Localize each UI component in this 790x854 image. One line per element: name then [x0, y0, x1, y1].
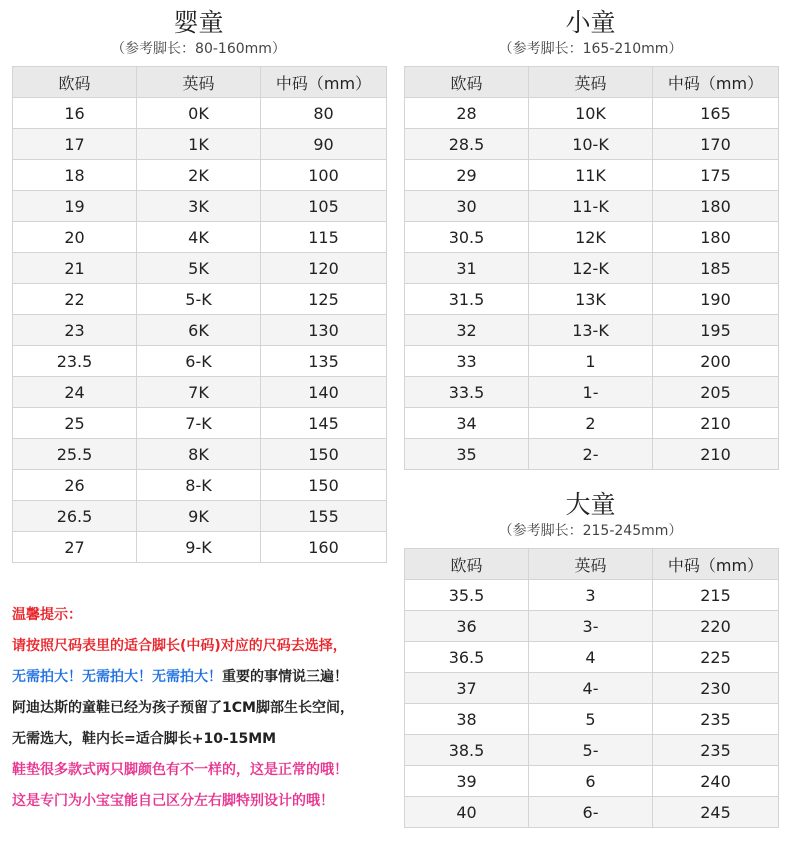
tips-line-2-blue: 无需拍大！无需拍大！无需拍大！: [12, 669, 222, 685]
tips-line-3: 阿迪达斯的童鞋已经为孩子预留了1CM脚部生长空间，: [12, 700, 354, 716]
table-row: [13, 253, 387, 284]
table-row: [405, 673, 779, 704]
table-cell: 30.5: [405, 222, 529, 253]
table-row: [405, 408, 779, 439]
table-cell: 26.5: [13, 501, 137, 532]
table-cell: 5: [529, 704, 653, 735]
column-header: 英码: [137, 67, 261, 98]
table-row: [405, 253, 779, 284]
table-cell: 35.5: [405, 580, 529, 611]
table-cell: 165: [653, 98, 779, 129]
infant-section: [12, 8, 385, 58]
table-cell: 20: [13, 222, 137, 253]
table-row: [13, 129, 387, 160]
tips-line-5: 鞋垫很多款式两只脚颜色有不一样的，这是正常的哦！: [12, 762, 348, 778]
table-cell: 125: [261, 284, 387, 315]
table-row: [13, 222, 387, 253]
table-cell: 35: [405, 439, 529, 470]
table-cell: 4: [529, 642, 653, 673]
table-cell: 29: [405, 160, 529, 191]
table-cell: 7-K: [137, 408, 261, 439]
table-cell: 22: [13, 284, 137, 315]
table-cell: 235: [653, 704, 779, 735]
table-cell: 115: [261, 222, 387, 253]
table-cell: 36: [405, 611, 529, 642]
table-row: [405, 315, 779, 346]
table-cell: 10-K: [529, 129, 653, 160]
table-cell: 90: [261, 129, 387, 160]
table-row: [13, 470, 387, 501]
table-cell: 17: [13, 129, 137, 160]
table-cell: 18: [13, 160, 137, 191]
column-header: 英码: [529, 549, 653, 580]
table-cell: 11K: [529, 160, 653, 191]
table-cell: 240: [653, 766, 779, 797]
table-row: [13, 98, 387, 129]
infant-size-table: [12, 66, 387, 563]
table-cell: 38: [405, 704, 529, 735]
table-cell: 140: [261, 377, 387, 408]
table-row: [13, 315, 387, 346]
table-cell: 180: [653, 191, 779, 222]
table-cell: 25: [13, 408, 137, 439]
table-cell: 195: [653, 315, 779, 346]
tips-line-2: [12, 662, 397, 693]
table-cell: 13-K: [529, 315, 653, 346]
table-cell: 180: [653, 222, 779, 253]
table-row: [405, 284, 779, 315]
table-row: [405, 129, 779, 160]
table-row: [405, 642, 779, 673]
table-cell: 1: [529, 346, 653, 377]
table-cell: 245: [653, 797, 779, 828]
table-cell: 25.5: [13, 439, 137, 470]
table-cell: 105: [261, 191, 387, 222]
header-row: [405, 549, 779, 580]
table-cell: 30: [405, 191, 529, 222]
tips-line-6: 这是专门为小宝宝能自己区分左右脚特别设计的哦！: [12, 793, 334, 809]
table-row: [13, 439, 387, 470]
table-cell: 21: [13, 253, 137, 284]
table-cell: 145: [261, 408, 387, 439]
table-cell: 9K: [137, 501, 261, 532]
table-row: [405, 797, 779, 828]
table-cell: 6: [529, 766, 653, 797]
table-cell: 2K: [137, 160, 261, 191]
table-row: [13, 408, 387, 439]
table-cell: 135: [261, 346, 387, 377]
table-cell: 33.5: [405, 377, 529, 408]
table-row: [405, 346, 779, 377]
tips-line-1: 请按照尺码表里的适合脚长(中码)对应的尺码去选择，: [12, 638, 347, 654]
column-header: 中码（mm）: [653, 67, 779, 98]
table-cell: 19: [13, 191, 137, 222]
column-header: 英码: [529, 67, 653, 98]
table-cell: 31.5: [405, 284, 529, 315]
tips-line-4: 无需选大，鞋内长=适合脚长+10-15MM: [12, 731, 277, 747]
table-cell: 12K: [529, 222, 653, 253]
table-cell: 4-: [529, 673, 653, 704]
table-cell: 4K: [137, 222, 261, 253]
table-cell: 5K: [137, 253, 261, 284]
table-cell: 185: [653, 253, 779, 284]
column-header: 中码（mm）: [261, 67, 387, 98]
table-row: [405, 377, 779, 408]
table-row: [405, 439, 779, 470]
table-cell: 27: [13, 532, 137, 563]
table-cell: 36.5: [405, 642, 529, 673]
youth-title: 大童: [565, 490, 616, 519]
tips-heading: 温馨提示：: [12, 607, 82, 623]
table-cell: 2: [529, 408, 653, 439]
table-cell: 6K: [137, 315, 261, 346]
table-cell: 80: [261, 98, 387, 129]
column-header: 欧码: [13, 67, 137, 98]
table-cell: 210: [653, 408, 779, 439]
table-cell: 23.5: [13, 346, 137, 377]
infant-subtitle: （参考脚长：80-160mm）: [111, 41, 286, 57]
table-cell: 210: [653, 439, 779, 470]
table-row: [13, 284, 387, 315]
table-cell: 225: [653, 642, 779, 673]
table-row: [13, 532, 387, 563]
column-header: 中码（mm）: [653, 549, 779, 580]
column-header: 欧码: [405, 549, 529, 580]
kids-title: 小童: [565, 8, 616, 37]
table-row: [13, 346, 387, 377]
kids-section: [404, 8, 777, 58]
table-cell: 10K: [529, 98, 653, 129]
youth-section: [404, 490, 777, 540]
youth-subtitle: （参考脚长：215-245mm）: [498, 523, 683, 539]
table-cell: 34: [405, 408, 529, 439]
kids-size-table: [404, 66, 779, 470]
table-row: [405, 191, 779, 222]
table-cell: 200: [653, 346, 779, 377]
table-row: [13, 501, 387, 532]
table-row: [405, 222, 779, 253]
table-cell: 160: [261, 532, 387, 563]
table-cell: 150: [261, 439, 387, 470]
table-cell: 13K: [529, 284, 653, 315]
table-cell: 120: [261, 253, 387, 284]
table-cell: 37: [405, 673, 529, 704]
table-cell: 170: [653, 129, 779, 160]
table-cell: 190: [653, 284, 779, 315]
table-cell: 5-K: [137, 284, 261, 315]
tips-line-2-black: 重要的事情说三遍！: [222, 669, 348, 685]
table-row: [13, 191, 387, 222]
table-cell: 2-: [529, 439, 653, 470]
table-row: [405, 766, 779, 797]
header-row: [405, 67, 779, 98]
kids-subtitle: （参考脚长：165-210mm）: [498, 41, 683, 57]
table-cell: 215: [653, 580, 779, 611]
table-row: [405, 160, 779, 191]
column-header: 欧码: [405, 67, 529, 98]
table-cell: 7K: [137, 377, 261, 408]
table-cell: 11-K: [529, 191, 653, 222]
table-cell: 6-: [529, 797, 653, 828]
table-cell: 230: [653, 673, 779, 704]
table-cell: 23: [13, 315, 137, 346]
table-cell: 130: [261, 315, 387, 346]
table-row: [13, 160, 387, 191]
table-cell: 9-K: [137, 532, 261, 563]
infant-title: 婴童: [173, 8, 224, 37]
table-cell: 205: [653, 377, 779, 408]
table-cell: 0K: [137, 98, 261, 129]
table-row: [405, 98, 779, 129]
table-cell: 150: [261, 470, 387, 501]
table-cell: 26: [13, 470, 137, 501]
table-cell: 235: [653, 735, 779, 766]
table-cell: 40: [405, 797, 529, 828]
table-row: [405, 580, 779, 611]
table-cell: 220: [653, 611, 779, 642]
youth-size-table: [404, 548, 779, 828]
table-cell: 155: [261, 501, 387, 532]
table-cell: 31: [405, 253, 529, 284]
table-row: [405, 611, 779, 642]
table-cell: 8K: [137, 439, 261, 470]
table-cell: 6-K: [137, 346, 261, 377]
table-cell: 28.5: [405, 129, 529, 160]
header-row: [13, 67, 387, 98]
table-cell: 28: [405, 98, 529, 129]
table-row: [405, 704, 779, 735]
table-cell: 3: [529, 580, 653, 611]
tips-block: [12, 600, 397, 817]
table-row: [405, 735, 779, 766]
table-cell: 3K: [137, 191, 261, 222]
table-cell: 39: [405, 766, 529, 797]
table-cell: 32: [405, 315, 529, 346]
table-row: [13, 377, 387, 408]
table-cell: 16: [13, 98, 137, 129]
table-cell: 175: [653, 160, 779, 191]
table-cell: 5-: [529, 735, 653, 766]
table-cell: 1-: [529, 377, 653, 408]
table-cell: 3-: [529, 611, 653, 642]
table-cell: 24: [13, 377, 137, 408]
table-cell: 38.5: [405, 735, 529, 766]
table-cell: 100: [261, 160, 387, 191]
table-cell: 8-K: [137, 470, 261, 501]
table-cell: 33: [405, 346, 529, 377]
table-cell: 1K: [137, 129, 261, 160]
table-cell: 12-K: [529, 253, 653, 284]
